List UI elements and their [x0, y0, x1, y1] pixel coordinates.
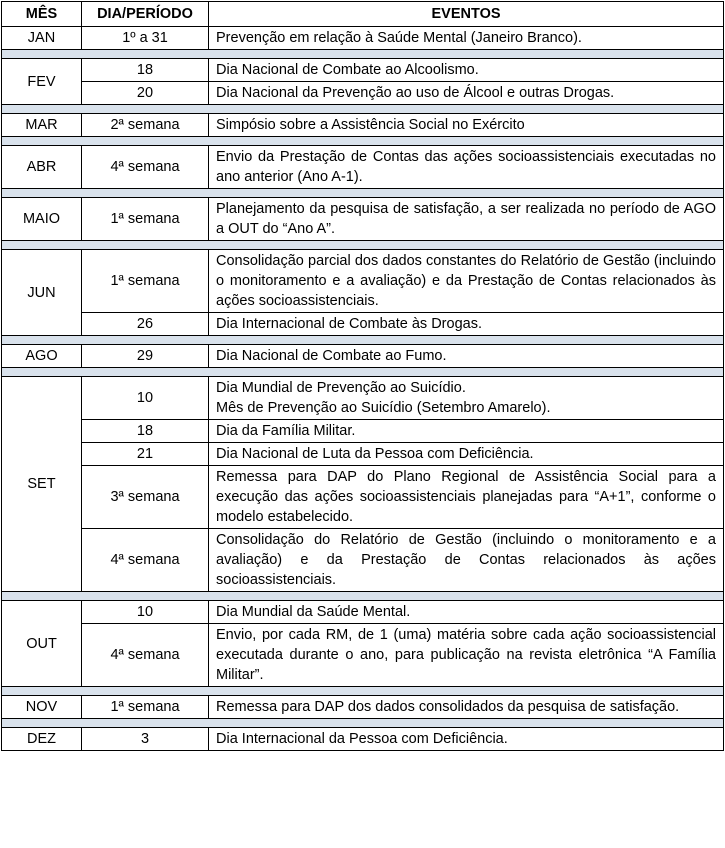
table-row	[2, 313, 724, 336]
event-cell: Dia Internacional de Combate às Drogas.	[209, 313, 724, 336]
month-cell: ABR	[2, 146, 82, 189]
month-separator	[2, 592, 724, 601]
period-cell: 1º a 31	[82, 27, 209, 50]
month-separator	[2, 368, 724, 377]
event-cell: Prevenção em relação à Saúde Mental (Janeiro Branco).	[209, 27, 724, 50]
table-row	[2, 696, 724, 719]
event-cell: Consolidação parcial dos dados constantes do Relatório de Gestão (incluindo o monitoramento e a avaliação) e da Prestação de Contas relacionados às ações socioassistenciais.	[209, 250, 724, 313]
event-cell: Envio, por cada RM, de 1 (uma) matéria sobre cada ação socioassistencial executada durante o ano, para publicação na revista eletrônica “A Família Militar”.	[209, 624, 724, 687]
month-separator	[2, 105, 724, 114]
month-cell: MAR	[2, 114, 82, 137]
table-row	[2, 624, 724, 687]
table-row	[2, 601, 724, 624]
period-cell: 3	[82, 728, 209, 751]
period-cell: 10	[82, 601, 209, 624]
event-cell: Dia Nacional de Luta da Pessoa com Deficiência.	[209, 443, 724, 466]
month-separator	[2, 336, 724, 345]
event-cell	[209, 377, 724, 420]
header-period: DIA/PERÍODO	[82, 2, 209, 27]
period-cell: 4ª semana	[82, 146, 209, 189]
event-cell: Dia Nacional de Combate ao Fumo.	[209, 345, 724, 368]
table-row	[2, 59, 724, 82]
period-cell: 21	[82, 443, 209, 466]
table-row	[2, 377, 724, 420]
event-cell: Dia Internacional da Pessoa com Deficiência.	[209, 728, 724, 751]
month-separator	[2, 189, 724, 198]
header-month: MÊS	[2, 2, 82, 27]
month-separator	[2, 719, 724, 728]
table-row	[2, 443, 724, 466]
event-cell: Dia Mundial da Saúde Mental.	[209, 601, 724, 624]
header-events: EVENTOS	[209, 2, 724, 27]
month-cell: MAIO	[2, 198, 82, 241]
table-row	[2, 27, 724, 50]
period-cell: 4ª semana	[82, 624, 209, 687]
period-cell: 1ª semana	[82, 696, 209, 719]
period-cell: 18	[82, 59, 209, 82]
period-cell: 4ª semana	[82, 529, 209, 592]
table-row	[2, 466, 724, 529]
month-cell: OUT	[2, 601, 82, 687]
period-cell: 1ª semana	[82, 198, 209, 241]
event-cell: Remessa para DAP do Plano Regional de Assistência Social para a execução das ações socioassistenciais planejadas para “A+1”, conforme o modelo estabelecido.	[209, 466, 724, 529]
month-separator	[2, 687, 724, 696]
event-cell: Planejamento da pesquisa de satisfação, a ser realizada no período de AGO a OUT do “Ano A”.	[209, 198, 724, 241]
event-cell: Envio da Prestação de Contas das ações socioassistenciais executadas no ano anterior (Ano A-1).	[209, 146, 724, 189]
month-cell: JUN	[2, 250, 82, 336]
month-cell: NOV	[2, 696, 82, 719]
event-cell: Dia Nacional de Combate ao Alcoolismo.	[209, 59, 724, 82]
events-calendar-table	[1, 1, 724, 751]
month-cell: AGO	[2, 345, 82, 368]
month-cell: FEV	[2, 59, 82, 105]
table-row	[2, 114, 724, 137]
event-line: Mês de Prevenção ao Suicídio (Setembro Amarelo).	[216, 400, 551, 416]
event-cell: Simpósio sobre a Assistência Social no Exército	[209, 114, 724, 137]
event-line: Dia Mundial de Prevenção ao Suicídio.	[216, 380, 466, 396]
period-cell: 10	[82, 377, 209, 420]
event-cell: Dia Nacional da Prevenção ao uso de Álcool e outras Drogas.	[209, 82, 724, 105]
month-separator	[2, 241, 724, 250]
period-cell: 2ª semana	[82, 114, 209, 137]
month-cell: DEZ	[2, 728, 82, 751]
event-cell: Dia da Família Militar.	[209, 420, 724, 443]
month-separator	[2, 50, 724, 59]
table-row	[2, 728, 724, 751]
table-row	[2, 250, 724, 313]
period-cell: 1ª semana	[82, 250, 209, 313]
month-separator	[2, 137, 724, 146]
event-cell: Consolidação do Relatório de Gestão (incluindo o monitoramento e a avaliação) e da Prestação de Contas relacionados às ações socioassistenciais.	[209, 529, 724, 592]
table-row	[2, 345, 724, 368]
period-cell: 3ª semana	[82, 466, 209, 529]
month-cell: SET	[2, 377, 82, 592]
table-row	[2, 420, 724, 443]
month-cell: JAN	[2, 27, 82, 50]
period-cell: 20	[82, 82, 209, 105]
table-row	[2, 82, 724, 105]
header-row	[2, 2, 724, 27]
event-cell: Remessa para DAP dos dados consolidados da pesquisa de satisfação.	[209, 696, 724, 719]
period-cell: 29	[82, 345, 209, 368]
period-cell: 18	[82, 420, 209, 443]
table-row	[2, 198, 724, 241]
table-row	[2, 529, 724, 592]
period-cell: 26	[82, 313, 209, 336]
table-row	[2, 146, 724, 189]
